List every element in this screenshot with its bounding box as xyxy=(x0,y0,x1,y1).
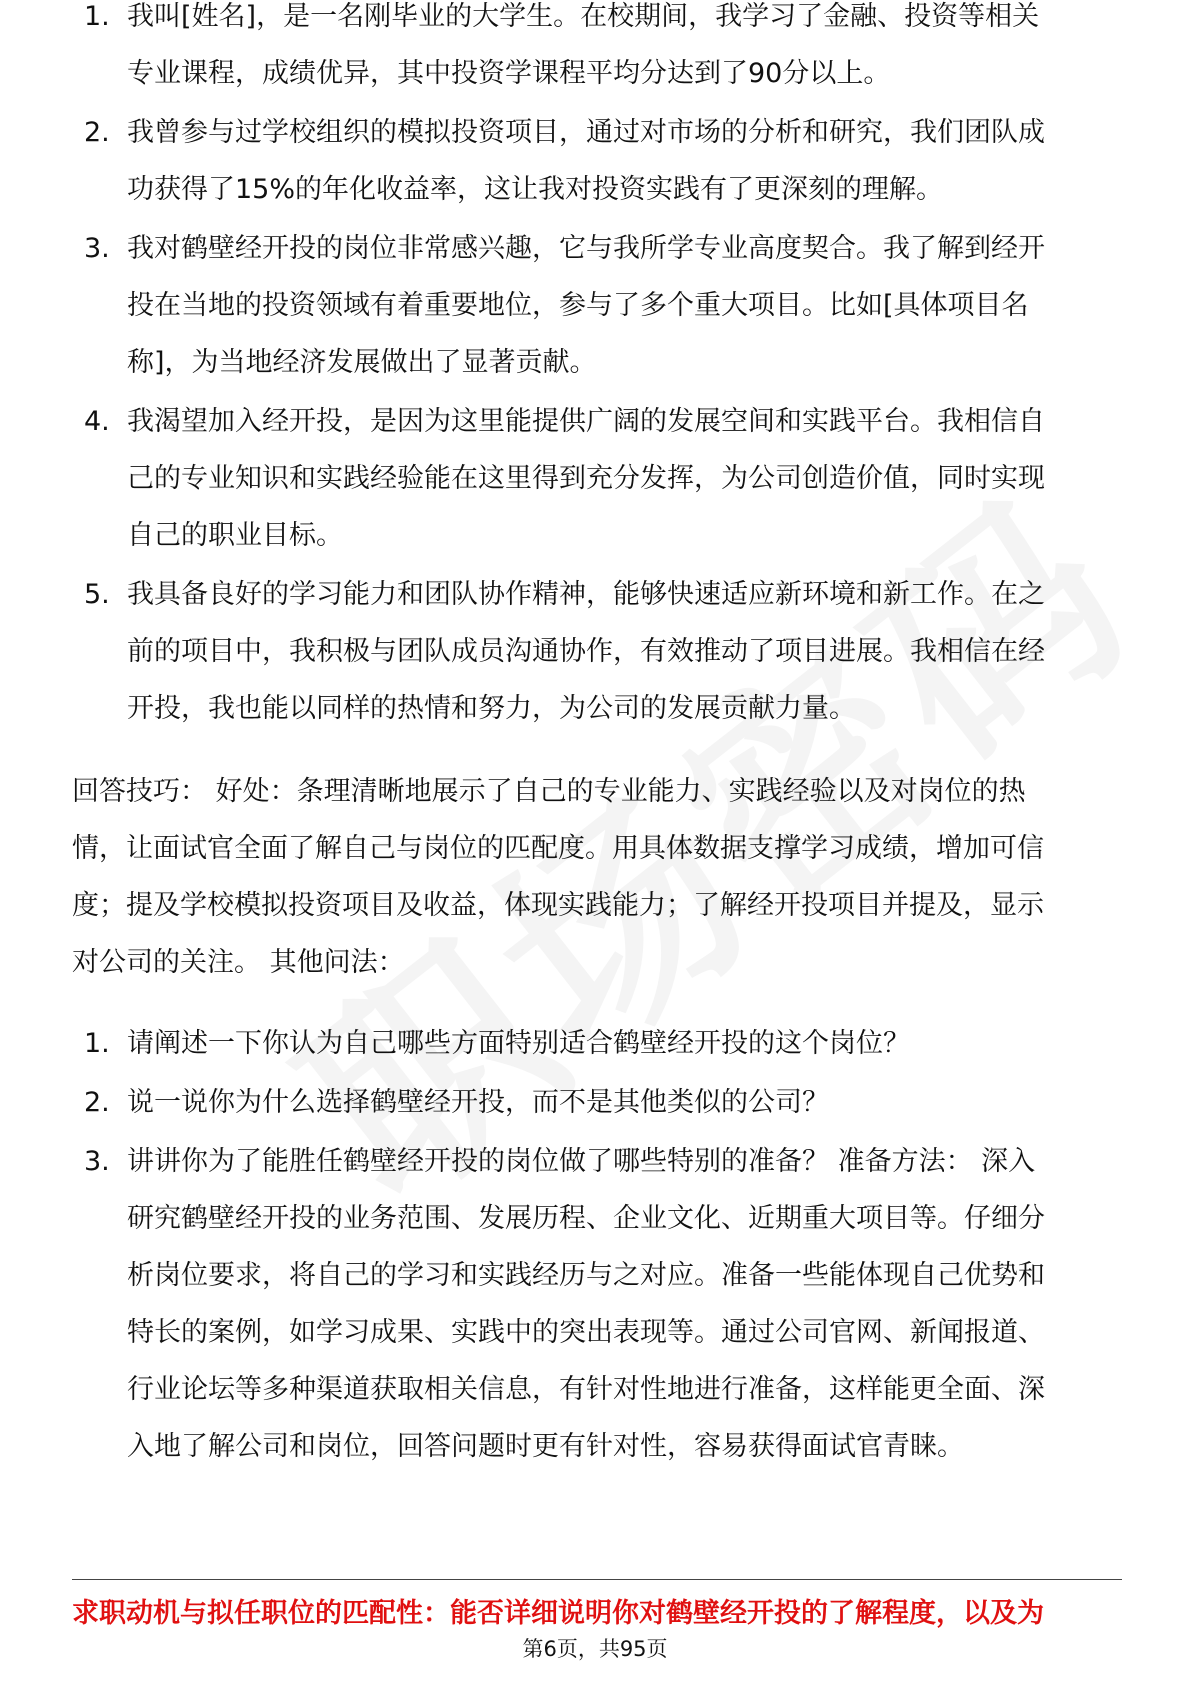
text-line: 我渴望加入经开投，是因为这里能提供广阔的发展空间和实践平台。我相信自 xyxy=(127,406,1045,437)
list-number: 1. xyxy=(84,1,110,32)
text-line: 行业论坛等多种渠道获取相关信息，有针对性地进行准备，这样能更全面、深 xyxy=(127,1374,1045,1405)
list-number: 4. xyxy=(84,406,110,437)
list-item xyxy=(72,1015,1132,1072)
next-section-heading: 求职动机与拟任职位的匹配性：能否详细说明你对鹤壁经开投的了解程度，以及为 xyxy=(72,1598,1044,1629)
list-number: 2. xyxy=(84,117,110,148)
list-item xyxy=(72,104,1132,218)
list-item xyxy=(72,393,1132,564)
list-item xyxy=(72,566,1132,737)
text-line: 讲讲你为了能胜任鹤壁经开投的岗位做了哪些特别的准备？ 准备方法： 深入 xyxy=(127,1146,1036,1177)
list-number: 1. xyxy=(84,1028,110,1059)
text-line: 说一说你为什么选择鹤壁经开投，而不是其他类似的公司？ xyxy=(127,1087,829,1118)
alternative-questions-list xyxy=(72,1015,1132,1475)
list-item xyxy=(72,1074,1132,1131)
text-line: 入地了解公司和岗位，回答问题时更有针对性，容易获得面试官青睐。 xyxy=(127,1431,964,1462)
answer-list xyxy=(72,0,1132,737)
text-line: 专业课程，成绩优异，其中投资学课程平均分达到了90分以上。 xyxy=(127,58,891,89)
text-line: 我曾参与过学校组织的模拟投资项目，通过对市场的分析和研究，我们团队成 xyxy=(127,117,1045,148)
text-line: 己的专业知识和实践经验能在这里得到充分发挥，为公司创造价值，同时实现 xyxy=(127,463,1045,494)
list-item xyxy=(72,220,1132,391)
text-line: 自己的职业目标。 xyxy=(127,520,343,551)
list-number: 3. xyxy=(84,1146,110,1177)
list-item xyxy=(72,0,1132,102)
text-line: 称]，为当地经济发展做出了显著贡献。 xyxy=(127,347,597,378)
page-content xyxy=(72,1,1132,1477)
text-line: 请阐述一下你认为自己哪些方面特别适合鹤壁经开投的这个岗位？ xyxy=(127,1028,910,1059)
footer-divider xyxy=(72,1579,1122,1580)
page-number: 第6页，共95页 xyxy=(522,1637,668,1661)
text-line: 投在当地的投资领域有着重要地位，参与了多个重大项目。比如[具体项目名 xyxy=(127,290,1029,321)
list-number: 2. xyxy=(84,1087,110,1118)
text-line: 我对鹤壁经开投的岗位非常感兴趣，它与我所学专业高度契合。我了解到经开 xyxy=(127,233,1045,264)
text-line: 析岗位要求，将自己的学习和实践经历与之对应。准备一些能体现自己优势和 xyxy=(127,1260,1045,1291)
text-line: 研究鹤壁经开投的业务范围、发展历程、企业文化、近期重大项目等。仔细分 xyxy=(127,1203,1045,1234)
text-line: 前的项目中，我积极与团队成员沟通协作，有效推动了项目进展。我相信在经 xyxy=(127,636,1045,667)
text-line: 对公司的关注。 其他问法： xyxy=(72,947,405,978)
list-number: 5. xyxy=(84,579,110,610)
text-line: 情，让面试官全面了解自己与岗位的匹配度。用具体数据支撑学习成绩，增加可信 xyxy=(72,833,1044,864)
text-line: 开投，我也能以同样的热情和努力，为公司的发展贡献力量。 xyxy=(127,693,856,724)
answer-tips-paragraph xyxy=(72,763,1132,991)
text-line: 回答技巧： 好处：条理清晰地展示了自己的专业能力、实践经验以及对岗位的热 xyxy=(72,776,1026,807)
text-line: 我叫[姓名]，是一名刚毕业的大学生。在校期间，我学习了金融、投资等相关 xyxy=(127,1,1040,32)
list-item xyxy=(72,1133,1132,1475)
text-line: 度；提及学校模拟投资项目及收益，体现实践能力；了解经开投项目并提及，显示 xyxy=(72,890,1044,921)
text-line: 我具备良好的学习能力和团队协作精神，能够快速适应新环境和新工作。在之 xyxy=(127,579,1045,610)
text-line: 功获得了15%的年化收益率，这让我对投资实践有了更深刻的理解。 xyxy=(127,174,944,205)
list-number: 3. xyxy=(84,233,110,264)
text-line: 特长的案例，如学习成果、实践中的突出表现等。通过公司官网、新闻报道、 xyxy=(127,1317,1045,1348)
